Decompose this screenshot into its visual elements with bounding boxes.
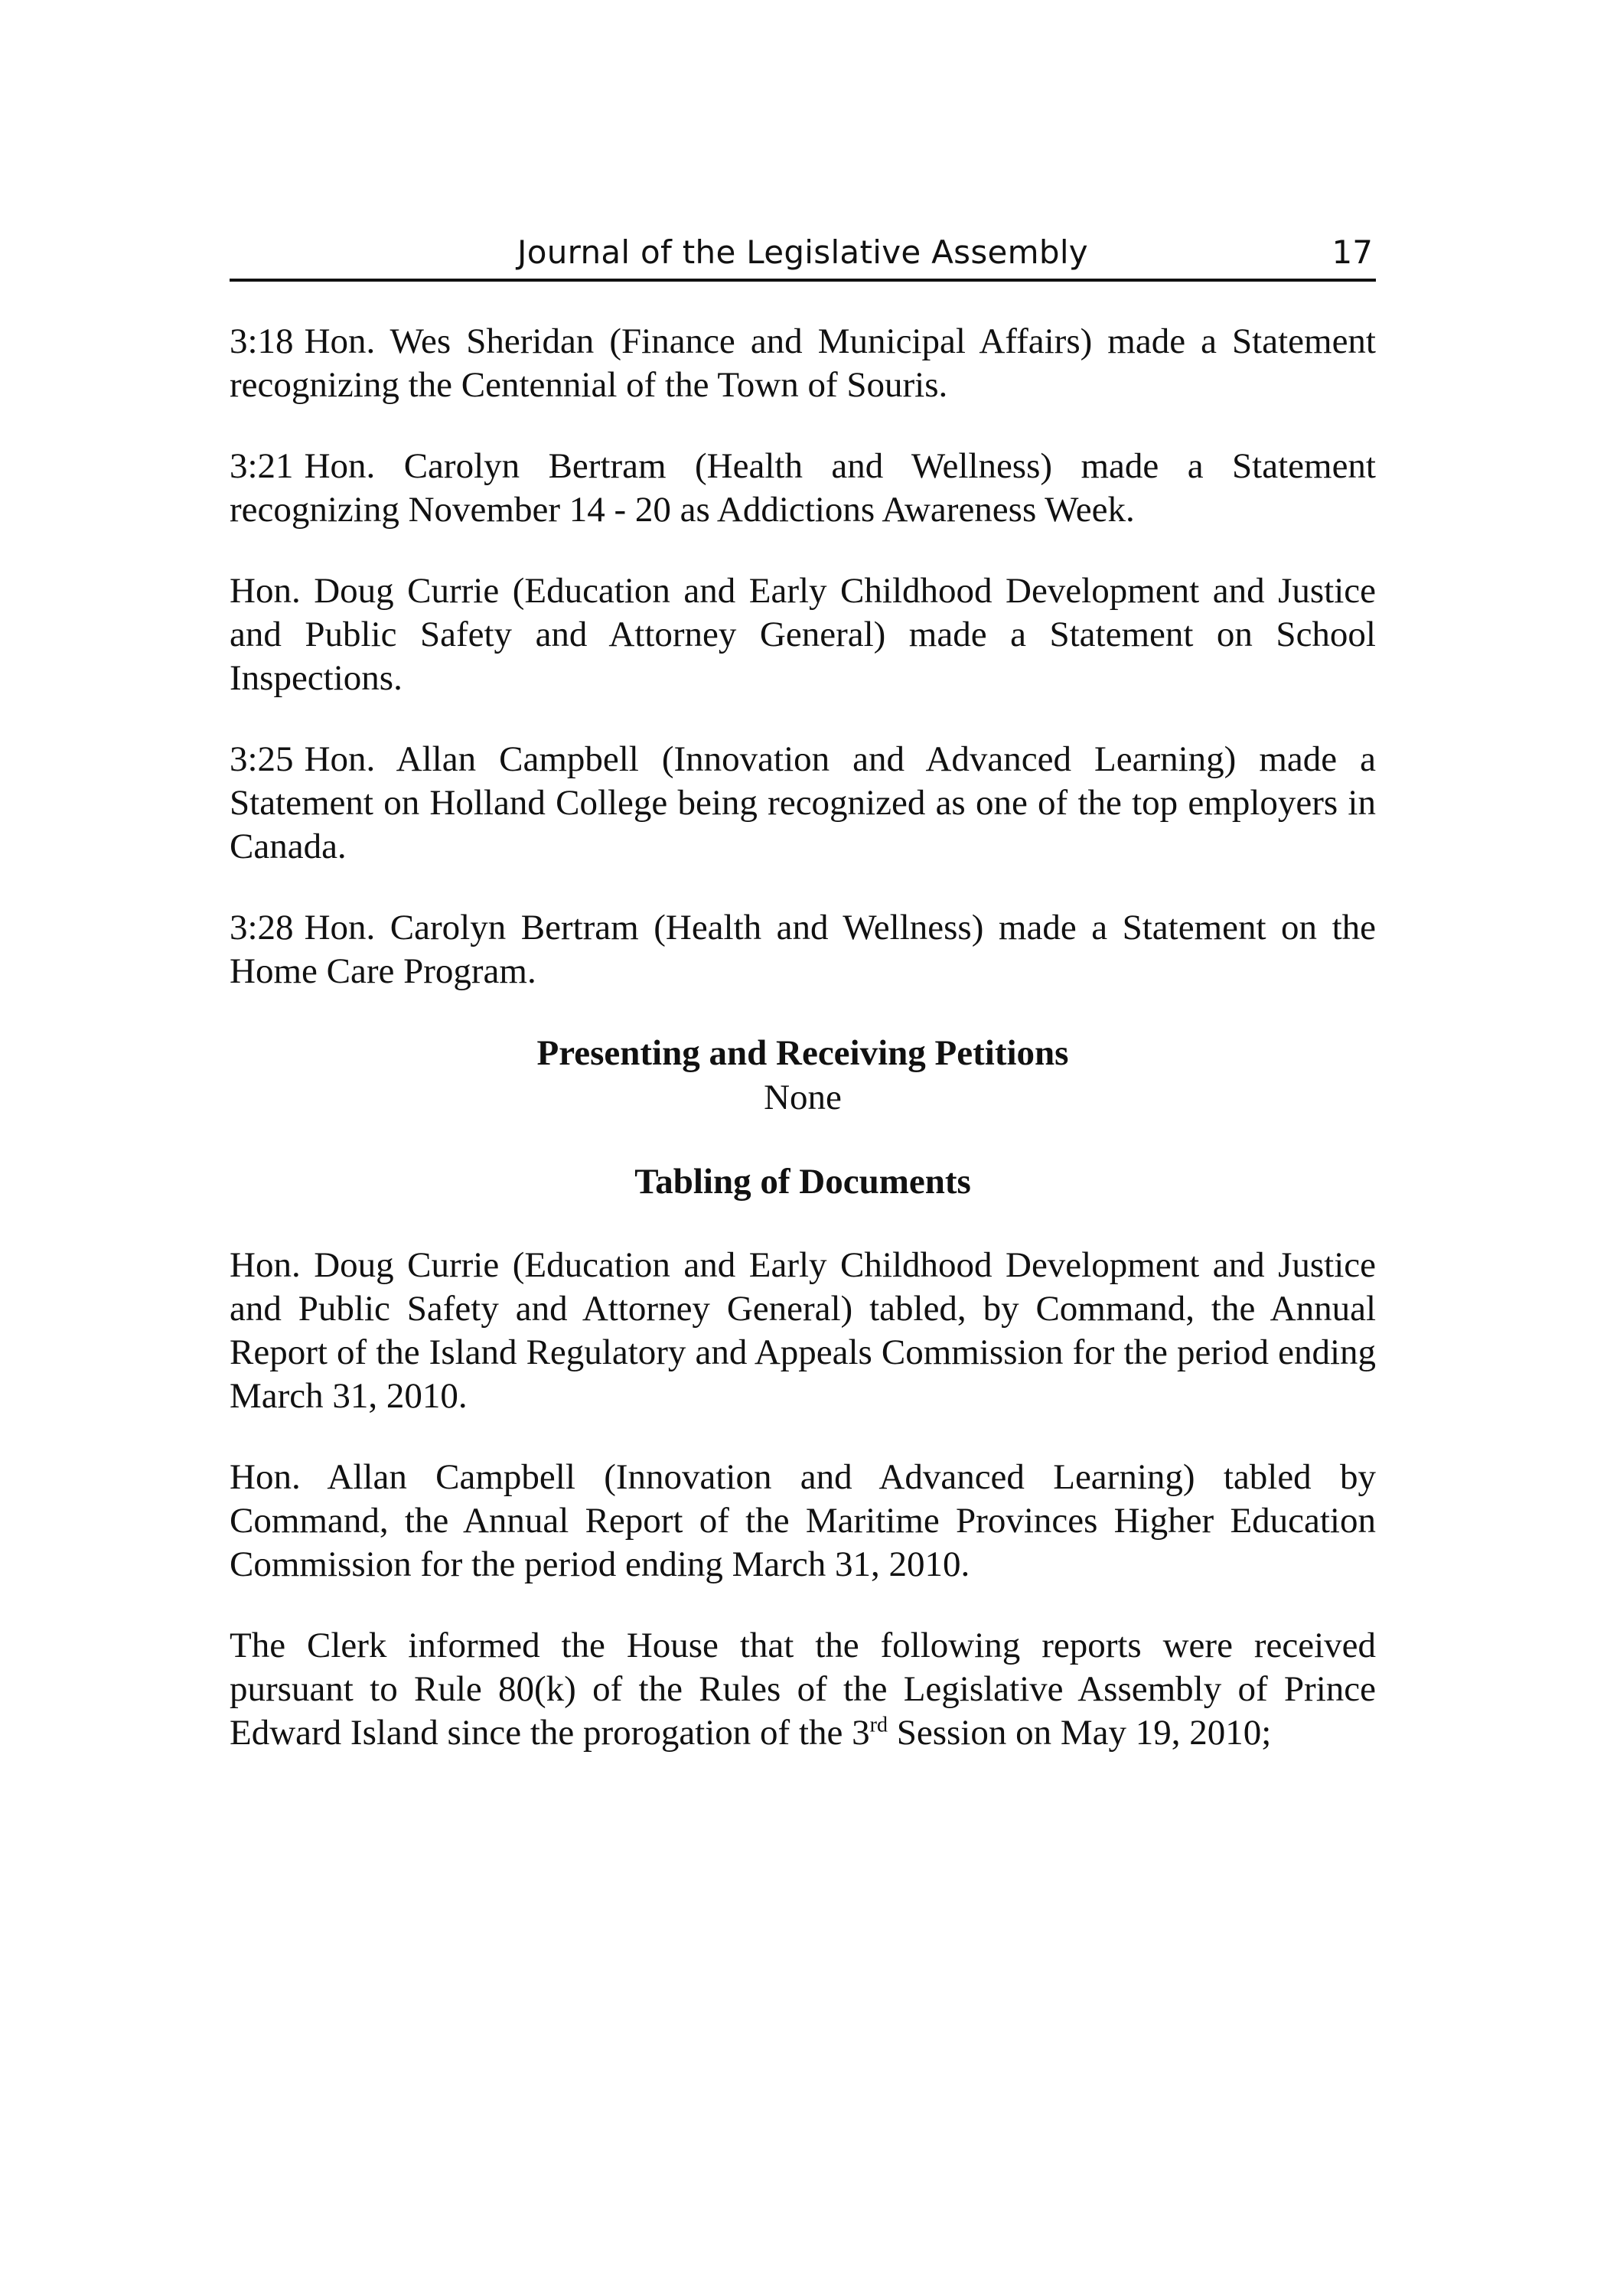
tabling-paragraph: Hon. Allan Campbell (Innovation and Advanced Learning) tabled by Command, the Annual Report of the Maritime Provinces Higher Education Commission for the period ending March 31, 2010. bbox=[230, 1457, 1376, 1584]
clerk-text-end: Session on May 19, 2010; bbox=[887, 1713, 1272, 1753]
statement-paragraph bbox=[230, 906, 1376, 993]
statement-paragraph bbox=[230, 320, 1376, 407]
tabling-paragraph: Hon. Doug Currie (Education and Early Childhood Development and Justice and Public Safety and Attorney General) tabled, by Command, the Annual Report of the Island Regulatory and Appeals Commission for the period ending March 31, 2010. bbox=[230, 1245, 1376, 1416]
tabling-heading: Tabling of Documents bbox=[634, 1162, 971, 1202]
statement-paragraph bbox=[230, 445, 1376, 532]
statement-text: Hon. Carolyn Bertram (Health and Wellness) made a Statement on the Home Care Program. bbox=[230, 908, 1376, 991]
statement-text: Hon. Allan Campbell (Innovation and Advanced Learning) made a Statement on Holland College being recognized as one of the top employers in Canada. bbox=[230, 739, 1376, 866]
clerk-paragraph bbox=[230, 1624, 1376, 1755]
statement-time: 3:28 bbox=[230, 908, 294, 947]
ordinal-superscript: rd bbox=[869, 1713, 888, 1737]
tabling-section bbox=[230, 1159, 1376, 1204]
statement-text: Hon. Doug Currie (Education and Early Childhood Development and Justice and Public Safety and Attorney General) made a Statement on School Inspections. bbox=[230, 571, 1376, 698]
statement-time: 3:18 bbox=[230, 321, 294, 361]
statement-time: 3:21 bbox=[230, 446, 294, 486]
statement-paragraph bbox=[230, 738, 1376, 869]
petitions-heading: Presenting and Receiving Petitions bbox=[536, 1033, 1069, 1073]
statement-paragraph bbox=[230, 569, 1376, 700]
running-title: Journal of the Legislative Assembly bbox=[517, 233, 1088, 271]
petitions-section bbox=[230, 1031, 1376, 1120]
statement-text: Hon. Carolyn Bertram (Health and Wellness) made a Statement recognizing November 14 - 20 as Addictions Awareness Week. bbox=[230, 446, 1376, 530]
journal-body bbox=[230, 320, 1376, 1755]
journal-page bbox=[230, 230, 1376, 1792]
clerk-text: The Clerk informed the House that the following reports were received pursuant to Rule 80(k) of the Rules of the Legislative Assembly of Prince Edward Island since the prorogation of the 3 bbox=[230, 1626, 1376, 1753]
statement-time: 3:25 bbox=[230, 739, 294, 779]
running-header bbox=[230, 230, 1376, 282]
page-number: 17 bbox=[1332, 233, 1373, 271]
petitions-content: None bbox=[764, 1078, 842, 1117]
statement-text: Hon. Wes Sheridan (Finance and Municipal Affairs) made a Statement recognizing the Centennial of the Town of Souris. bbox=[230, 321, 1376, 405]
